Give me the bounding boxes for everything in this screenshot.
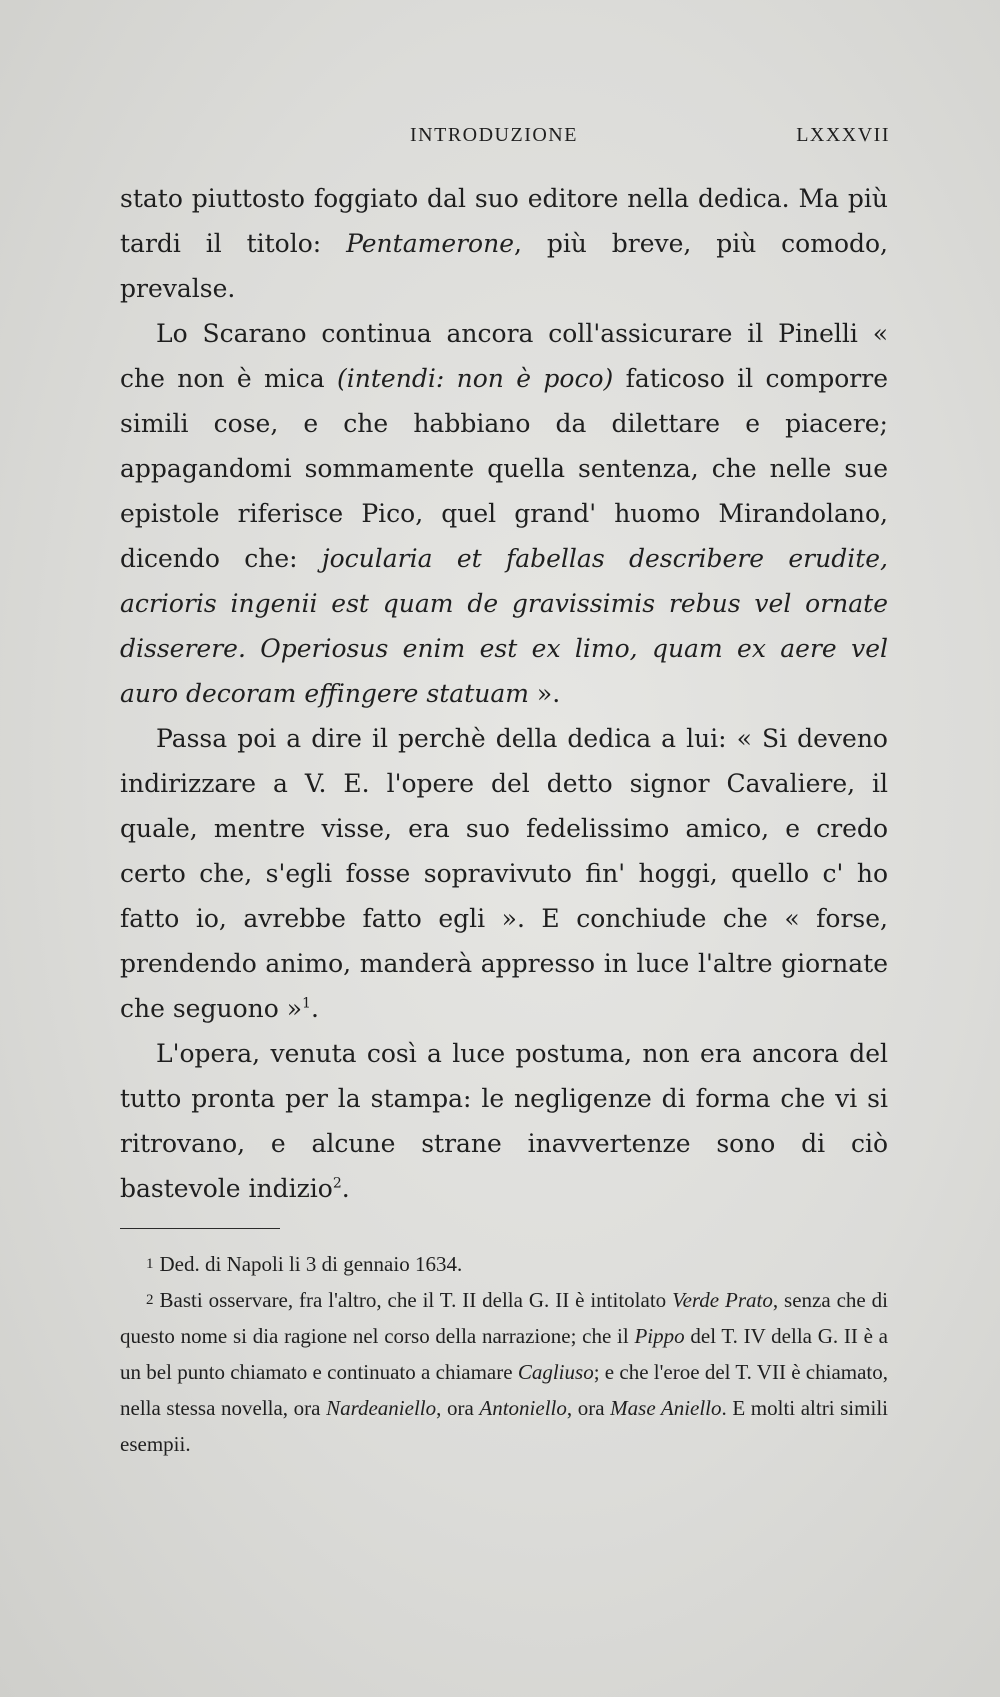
p2-latin-quote: jocularia et fabellas describere erudite, acrioris ingenii est quam de gravissimis rebus vel ornate disserere. Operiosus enim est ex limo, quam ex aere vel auro decoram effingere statuam (120, 544, 888, 708)
footnote-1-text: Ded. di Napoli li 3 di gennaio 1634. (159, 1252, 463, 1276)
p1-title: Pentamerone (346, 229, 515, 258)
footnote-1 (120, 1246, 888, 1282)
p3-end: . (310, 994, 319, 1023)
fn2-text-f: , ora (566, 1396, 611, 1420)
p1-end: , più breve, più comodo, prevalse. (120, 229, 888, 303)
paragraph-2 (120, 311, 888, 716)
p2-text-b: faticoso il comporre simili cose, e che habbiano da dilettare e piacere; appagandomi sommamente quella sentenza, che nelle sue epistole riferisce Pico, quel grand' huomo Mirandolano, dicendo che: (120, 364, 889, 573)
footnote-2-mark: 2 (146, 1292, 154, 1308)
p4-text: L'opera, venuta così a luce postuma, non era ancora del tutto pronta per la stampa: le negligenze di forma che vi si ritrovano, e alcune strane inavvertenze sono di ciò bastevole indizio (120, 1039, 888, 1203)
p4-end: . (341, 1174, 350, 1203)
footnote-2 (120, 1282, 888, 1462)
page-header (120, 124, 890, 154)
footnote-rule (120, 1228, 280, 1229)
footnote-1-mark: 1 (146, 1256, 154, 1272)
fn2-italic-1: Verde Prato (672, 1288, 773, 1312)
p2-text-a: Lo Scarano continua ancora coll'assicurare il Pinelli « che non è mica (120, 319, 888, 393)
main-text (120, 176, 888, 1211)
footnote-ref-1: 1 (302, 995, 311, 1012)
paragraph-4 (120, 1031, 888, 1211)
fn2-text-a: Basti osservare, fra l'altro, che il T. II della G. II è intitolato (159, 1288, 673, 1312)
paragraph-3 (120, 716, 888, 1031)
fn2-italic-5: Antoniello (479, 1396, 567, 1420)
p3-text: Passa poi a dire il perchè della dedica a lui: « Si deveno indirizzare a V. E. l'opere del detto signor Cavaliere, il quale, mentre visse, era suo fedelissimo amico, e credo certo che, s'egli fosse sopravivuto fin' hoggi, quello c' ho fatto io, avrebbe fatto egli ». E conchiude che « forse, prendendo animo, manderà appresso in luce l'altre giornate che seguono » (120, 724, 888, 1023)
fn2-text-b: , senza che di questo nome si dia ragione nel corso della narrazione; che il (120, 1288, 889, 1348)
paragraph-1 (120, 176, 888, 311)
footnotes (120, 1246, 888, 1462)
fn2-italic-6: Mase Aniello (610, 1396, 722, 1420)
p2-end: ». (528, 679, 561, 708)
footnote-ref-2: 2 (332, 1175, 342, 1192)
fn2-italic-4: Nardeaniello (326, 1396, 437, 1420)
running-title: INTRODUZIONE (410, 124, 578, 146)
p1-text: stato piuttosto foggiato dal suo editore nella dedica. Ma più tardi il titolo: (120, 184, 888, 258)
fn2-italic-2: Pippo (634, 1324, 685, 1348)
page-number: LXXXVII (796, 124, 890, 146)
p2-italic-paren: (intendi: non è poco) (337, 364, 614, 393)
fn2-text-e: , ora (436, 1396, 480, 1420)
fn2-italic-3: Cagliuso (517, 1360, 594, 1384)
fn2-text-g: . E molti altri simili esempii. (120, 1396, 888, 1456)
fn2-text-d: ; e che l'eroe del T. VII è chiamato, nella stessa novella, ora (120, 1360, 889, 1420)
fn2-text-c: del T. IV della G. II è a un bel punto chiamato e continuato a chiamare (120, 1324, 888, 1384)
